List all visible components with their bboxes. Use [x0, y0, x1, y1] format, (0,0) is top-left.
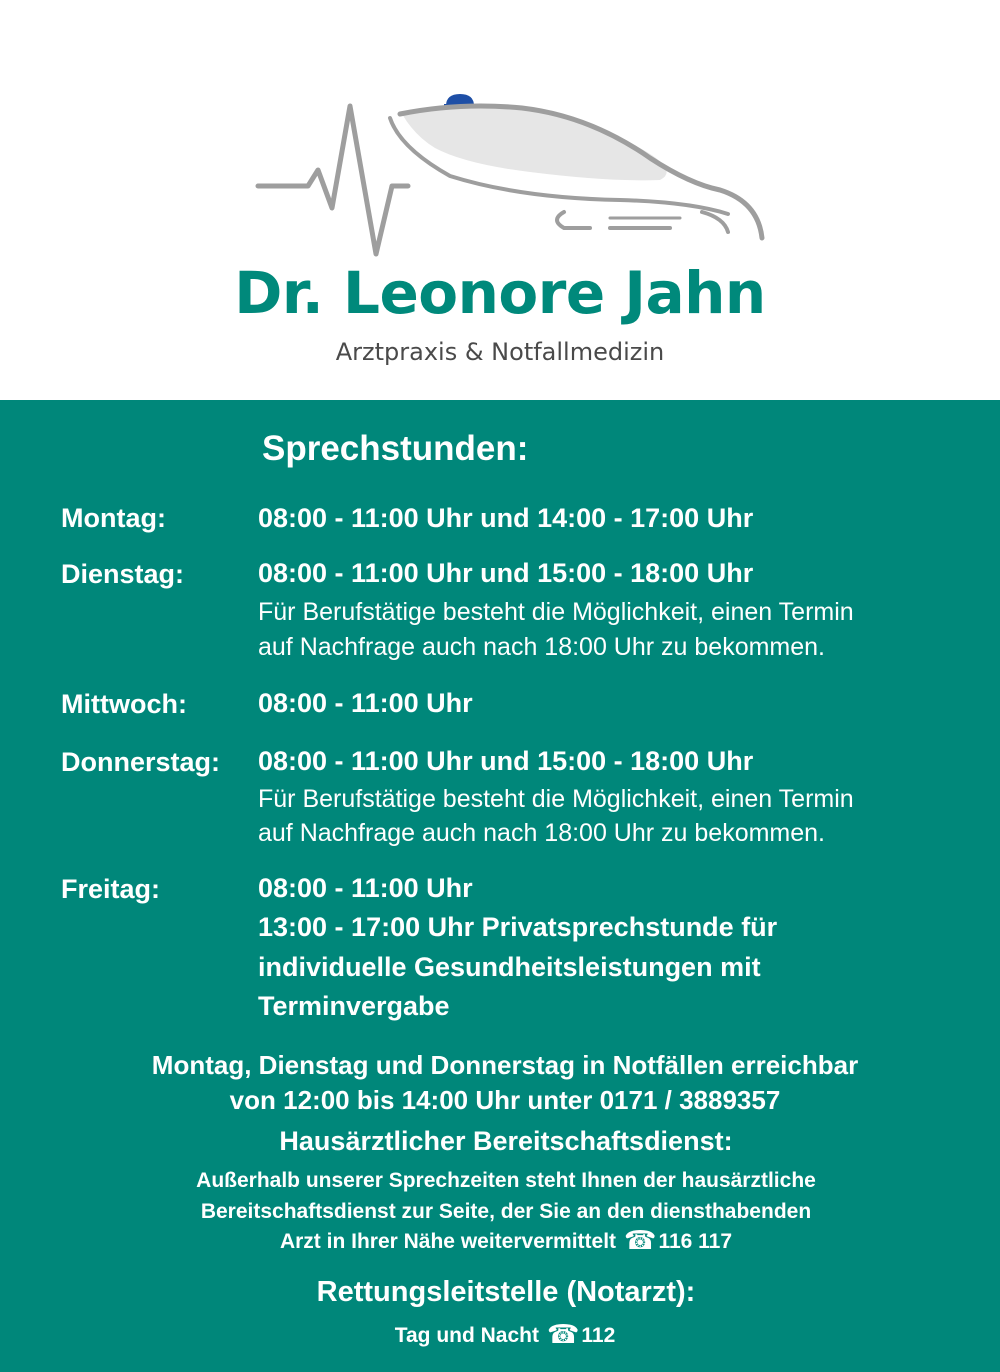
on-call-service-title: Hausärztlicher Bereitschaftsdienst: [279, 1126, 733, 1156]
hours-friday-line1: 08:00 - 11:00 Uhr [258, 873, 473, 903]
telephone-icon: ☎ [624, 1225, 657, 1255]
hours-monday: 08:00 - 11:00 Uhr und 14:00 - 17:00 Uhr [258, 503, 754, 533]
on-call-line3-text: Arzt in Ihrer Nähe weitervermittelt [279, 1230, 617, 1253]
office-hours-title: Sprechstunden: [262, 429, 529, 468]
doctor-name: Dr. Leonore Jahn [234, 259, 766, 327]
hours-thursday: 08:00 - 11:00 Uhr und 15:00 - 18:00 Uhr [258, 746, 754, 776]
on-call-line2: Bereitschaftsdienst zur Seite, der Sie an den diensthabenden [200, 1199, 812, 1223]
rescue-phone-number: 112 [581, 1324, 616, 1347]
day-label-monday: Montag: [61, 503, 166, 533]
rescue-center-line [0, 1320, 1000, 1352]
hours-friday-line3: individuelle Gesundheitsleistungen mit [258, 952, 761, 982]
rescue-center-text: Tag und Nacht [394, 1324, 539, 1347]
on-call-line3 [0, 1227, 1000, 1258]
emergency-line2: von 12:00 bis 14:00 Uhr unter 0171 / 3889357 [229, 1085, 781, 1115]
header [0, 0, 1000, 400]
tuesday-note-line2: auf Nachfrage auch nach 18:00 Uhr zu bekommen. [258, 633, 826, 661]
on-call-service-text [0, 1166, 1000, 1258]
day-label-friday: Freitag: [61, 874, 161, 904]
emergency-line1: Montag, Dienstag und Donnerstag in Notfällen erreichbar [151, 1050, 859, 1080]
telephone-icon: ☎ [547, 1319, 580, 1349]
office-hours-panel [0, 400, 1000, 1372]
hours-tuesday: 08:00 - 11:00 Uhr und 15:00 - 18:00 Uhr [258, 558, 754, 588]
thursday-note-line1: Für Berufstätige besteht die Möglichkeit, einen Termin [258, 785, 854, 813]
day-label-tuesday: Dienstag: [61, 559, 185, 589]
day-label-thursday: Donnerstag: [61, 747, 221, 777]
hours-friday-line2: 13:00 - 17:00 Uhr Privatsprechstunde für [258, 912, 778, 942]
tuesday-note-line1: Für Berufstätige besteht die Möglichkeit, einen Termin [258, 598, 854, 626]
ambulance-heartbeat-logo-icon [250, 88, 770, 263]
day-label-wednesday: Mittwoch: [61, 689, 187, 719]
thursday-note-line2: auf Nachfrage auch nach 18:00 Uhr zu bekommen. [258, 819, 826, 847]
on-call-phone-number: 116 117 [658, 1230, 733, 1253]
hours-friday-line4: Terminvergabe [258, 991, 450, 1021]
rescue-center-title: Rettungsleitstelle (Notarzt): [316, 1276, 696, 1308]
hours-wednesday: 08:00 - 11:00 Uhr [258, 688, 473, 718]
practice-subtitle: Arztpraxis & Notfallmedizin [335, 338, 665, 366]
on-call-line1: Außerhalb unserer Sprechzeiten steht Ihnen der hausärztliche [196, 1169, 816, 1192]
